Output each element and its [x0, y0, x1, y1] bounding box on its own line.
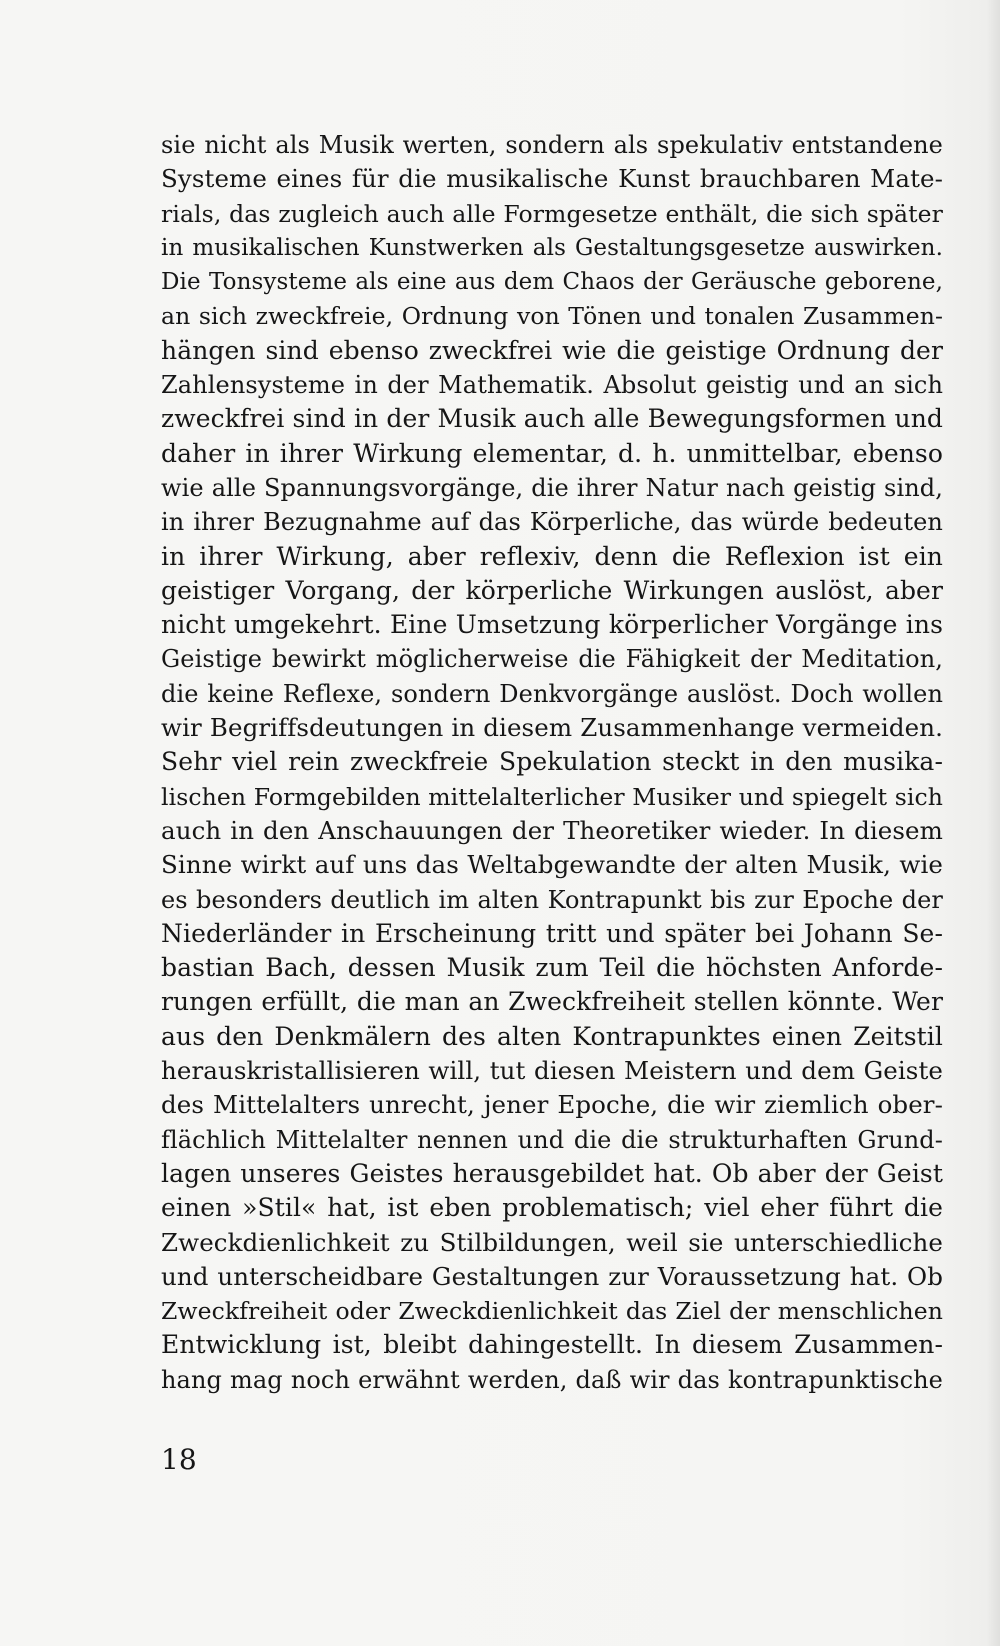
text-line: wie alle Spannungsvorgänge, die ihrer Natur nach geistig sind,: [161, 473, 943, 502]
text-line: des Mittelalters unrecht, jener Epoche, die wir ziemlich ober-: [161, 1090, 943, 1120]
page-number: 18: [161, 1443, 197, 1476]
text-line: herauskristallisieren will, tut diesen Meistern und dem Geiste: [161, 1056, 943, 1086]
text-line: es besonders deutlich im alten Kontrapunkt bis zur Epoche der: [161, 885, 943, 914]
text-line: Zweckdienlichkeit zu Stilbildungen, weil sie unterschiedliche: [161, 1227, 943, 1257]
text-line: Sinne wirkt auf uns das Weltabgewandte der alten Musik, wie: [161, 850, 943, 880]
text-line: Geistige bewirkt möglicherweise die Fähigkeit der Meditation,: [161, 645, 943, 674]
text-line: Niederländer in Erscheinung tritt und später bei Johann Se-: [161, 918, 943, 948]
text-line: geistiger Vorgang, der körperliche Wirkungen auslöst, aber: [161, 575, 943, 605]
text-line: lagen unseres Geistes herausgebildet hat. Ob aber der Geist: [161, 1158, 943, 1188]
text-line: wir Begriffsdeutungen in diesem Zusammenhange vermeiden.: [161, 713, 943, 743]
text-line: an sich zweckfreie, Ordnung von Tönen und tonalen Zusammen-: [161, 302, 943, 331]
text-line: nicht umgekehrt. Eine Umsetzung körperlicher Vorgänge ins: [161, 610, 943, 640]
text-line: die keine Reflexe, sondern Denkvorgänge auslöst. Doch wollen: [161, 679, 943, 708]
body-text: [161, 128, 943, 1397]
text-line: hang mag noch erwähnt werden, daß wir das kontrapunktische: [161, 1365, 943, 1394]
text-line: Entwicklung ist, bleibt dahingestellt. In diesem Zusammen-: [161, 1330, 943, 1360]
text-line: in musikalischen Kunstwerken als Gestaltungsgesetze auswirken.: [161, 234, 943, 261]
text-line: sie nicht als Musik werten, sondern als spekulativ entstandene: [161, 131, 943, 159]
page-edge-shadow: [986, 0, 1000, 1646]
text-line: Zahlensysteme in der Mathematik. Absolut geistig und an sich: [161, 371, 943, 400]
text-line: einen »Stil« hat, ist eben problematisch; viel eher führt die: [161, 1193, 943, 1223]
text-line: Sehr viel rein zweckfreie Spekulation steckt in den musika-: [161, 747, 943, 777]
text-line: auch in den Anschauungen der Theoretiker wieder. In diesem: [161, 815, 943, 845]
text-line: und unterscheidbare Gestaltungen zur Voraussetzung hat. Ob: [161, 1261, 943, 1291]
text-line: Die Tonsysteme als eine aus dem Chaos der Geräusche geborene,: [161, 269, 943, 296]
text-line: zweckfrei sind in der Musik auch alle Bewegungsformen und: [161, 404, 943, 434]
text-line: Zweckfreiheit oder Zweckdienlichkeit das Ziel der menschlichen: [161, 1297, 943, 1326]
text-line: rungen erfüllt, die man an Zweckfreiheit stellen könnte. Wer: [161, 987, 943, 1017]
text-line: lischen Formgebilden mittelalterlicher Musiker und spiegelt sich: [161, 782, 943, 811]
text-line: hängen sind ebenso zweckfrei wie die geistige Ordnung der: [161, 335, 943, 365]
text-line: in ihrer Wirkung, aber reflexiv, denn die Reflexion ist ein: [161, 541, 943, 571]
text-line: flächlich Mittelalter nennen und die die strukturhaften Grund-: [161, 1125, 943, 1154]
text-line: daher in ihrer Wirkung elementar, d. h. unmittelbar, ebenso: [161, 438, 943, 468]
text-line: aus den Denkmälern des alten Kontrapunktes einen Zeitstil: [161, 1021, 943, 1051]
text-line: rials, das zugleich auch alle Formgesetze enthält, die sich später: [161, 199, 943, 228]
text-line: Systeme eines für die musikalische Kunst brauchbaren Mate-: [161, 164, 943, 194]
text-line: in ihrer Bezugnahme auf das Körperliche, das würde bedeuten: [161, 508, 943, 537]
text-line: bastian Bach, dessen Musik zum Teil die höchsten Anforde-: [161, 953, 943, 983]
